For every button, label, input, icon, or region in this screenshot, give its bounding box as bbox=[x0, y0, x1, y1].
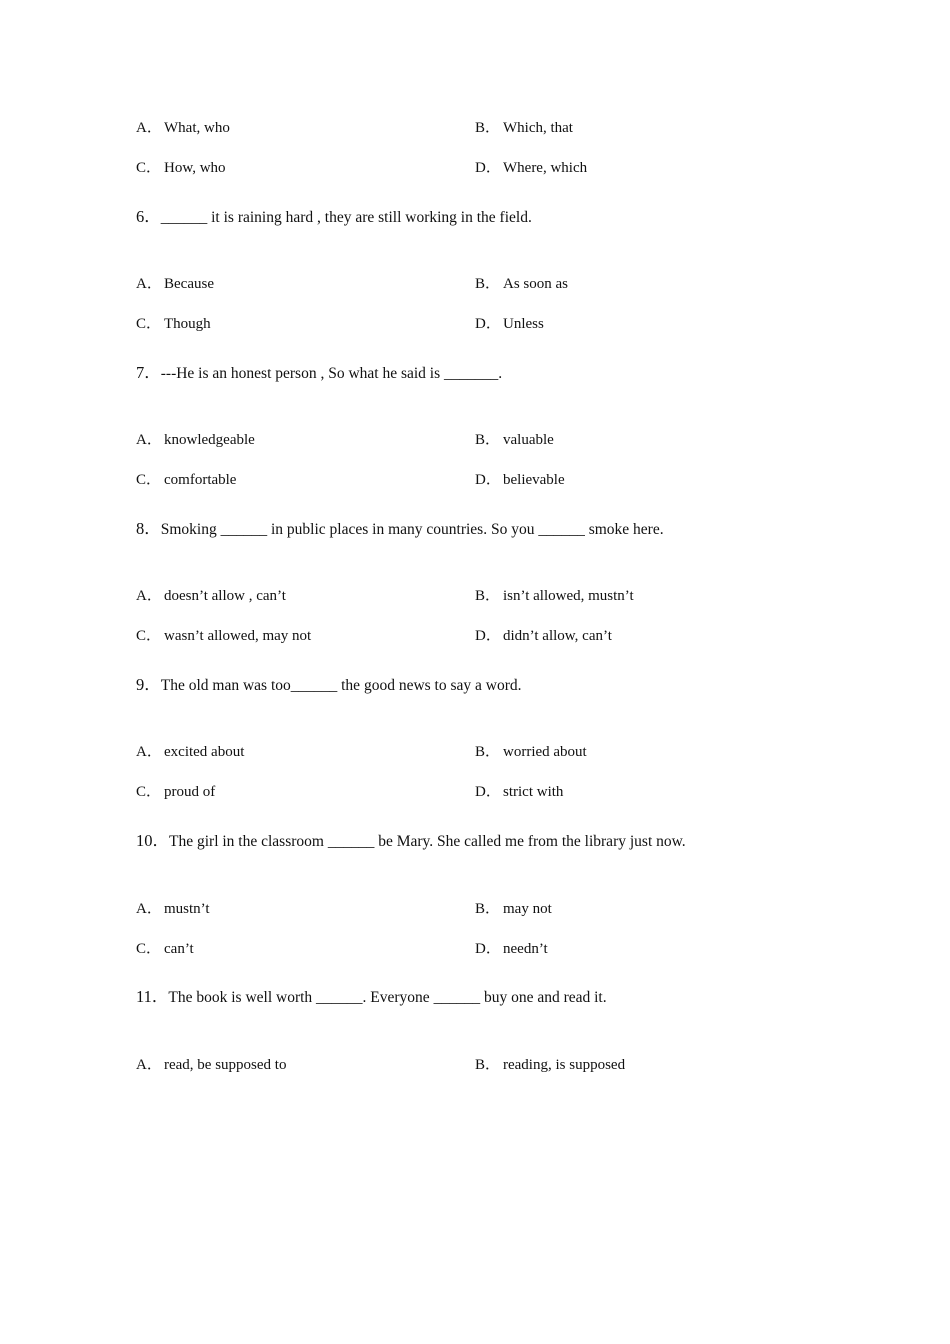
option-letter: B． bbox=[475, 901, 501, 917]
option-text: comfortable bbox=[164, 472, 237, 488]
q7-option-a bbox=[136, 430, 255, 450]
q11-option-a bbox=[136, 1055, 286, 1075]
option-text: Because bbox=[164, 276, 214, 292]
q9-option-b bbox=[475, 742, 587, 762]
option-letter: A． bbox=[136, 276, 162, 292]
question-text: The book is well worth ______. Everyone ______ buy one and read it. bbox=[168, 989, 607, 1006]
q6-option-d bbox=[475, 314, 544, 334]
option-letter: C． bbox=[136, 941, 162, 957]
option-text: believable bbox=[503, 472, 565, 488]
q10-option-c bbox=[136, 939, 194, 959]
option-letter: A． bbox=[136, 744, 162, 760]
option-letter: B． bbox=[475, 432, 501, 448]
q8-stem bbox=[136, 519, 664, 539]
option-text: What, who bbox=[164, 120, 230, 136]
option-text: reading, is supposed bbox=[503, 1057, 626, 1073]
q5-option-a bbox=[136, 118, 230, 138]
option-text: read, be supposed to bbox=[164, 1057, 287, 1073]
option-letter: D． bbox=[475, 316, 501, 332]
option-text: knowledgeable bbox=[164, 432, 255, 448]
q9-option-d bbox=[475, 782, 563, 802]
q7-option-d bbox=[475, 470, 565, 490]
q7-option-b bbox=[475, 430, 554, 450]
option-letter: D． bbox=[475, 628, 501, 644]
q10-stem bbox=[136, 831, 686, 851]
option-letter: C． bbox=[136, 472, 162, 488]
option-letter: B． bbox=[475, 588, 501, 604]
option-letter: B． bbox=[475, 744, 501, 760]
q5-option-d bbox=[475, 158, 587, 178]
option-letter: B． bbox=[475, 1057, 501, 1073]
option-text: wasn’t allowed, may not bbox=[164, 628, 312, 644]
option-text: Though bbox=[164, 316, 211, 332]
option-text: excited about bbox=[164, 744, 245, 760]
question-number: 8． bbox=[136, 519, 161, 538]
q8-option-a bbox=[136, 586, 286, 606]
option-letter: B． bbox=[475, 120, 501, 136]
option-letter: D． bbox=[475, 784, 501, 800]
question-number: 11． bbox=[136, 987, 169, 1006]
q9-option-c bbox=[136, 782, 215, 802]
option-text: didn’t allow, can’t bbox=[503, 628, 612, 644]
option-letter: B． bbox=[475, 276, 501, 292]
option-text: worried about bbox=[503, 744, 587, 760]
question-number: 10． bbox=[136, 831, 169, 850]
option-text: may not bbox=[503, 901, 552, 917]
question-text: ______ it is raining hard , they are still working in the field. bbox=[160, 209, 532, 226]
question-text: Smoking ______ in public places in many countries. So you ______ smoke here. bbox=[160, 521, 664, 538]
option-letter: C． bbox=[136, 628, 162, 644]
option-text: mustn’t bbox=[164, 901, 210, 917]
option-letter: D． bbox=[475, 941, 501, 957]
option-text: How, who bbox=[164, 160, 226, 176]
option-text: strict with bbox=[503, 784, 564, 800]
q10-option-b bbox=[475, 899, 552, 919]
q7-option-c bbox=[136, 470, 236, 490]
q8-option-c bbox=[136, 626, 311, 646]
option-letter: D． bbox=[475, 160, 501, 176]
q9-stem bbox=[136, 675, 522, 695]
q5-option-b bbox=[475, 118, 573, 138]
q8-option-d bbox=[475, 626, 612, 646]
option-text: As soon as bbox=[503, 276, 569, 292]
option-text: Which, that bbox=[503, 120, 573, 136]
q6-option-b bbox=[475, 274, 568, 294]
option-letter: C． bbox=[136, 316, 162, 332]
q11-option-b bbox=[475, 1055, 625, 1075]
option-text: Where, which bbox=[503, 160, 588, 176]
option-text: Unless bbox=[503, 316, 544, 332]
q10-option-a bbox=[136, 899, 210, 919]
option-letter: C． bbox=[136, 160, 162, 176]
q6-stem bbox=[136, 207, 532, 227]
option-text: doesn’t allow , can’t bbox=[164, 588, 286, 604]
option-letter: A． bbox=[136, 1057, 162, 1073]
q6-option-a bbox=[136, 274, 214, 294]
q5-option-c bbox=[136, 158, 226, 178]
question-number: 7． bbox=[136, 363, 161, 382]
q11-stem bbox=[136, 987, 607, 1007]
question-text: The girl in the classroom ______ be Mary. She called me from the library just now. bbox=[169, 833, 686, 850]
option-letter: A． bbox=[136, 432, 162, 448]
option-text: valuable bbox=[503, 432, 554, 448]
option-text: needn’t bbox=[503, 941, 548, 957]
question-text: The old man was too______ the good news to say a word. bbox=[160, 677, 522, 694]
option-letter: D． bbox=[475, 472, 501, 488]
q7-stem bbox=[136, 363, 502, 383]
q6-option-c bbox=[136, 314, 211, 334]
option-text: isn’t allowed, mustn’t bbox=[503, 588, 634, 604]
option-letter: A． bbox=[136, 120, 162, 136]
option-text: can’t bbox=[164, 941, 194, 957]
q10-option-d bbox=[475, 939, 548, 959]
question-number: 6． bbox=[136, 207, 161, 226]
option-letter: C． bbox=[136, 784, 162, 800]
option-letter: A． bbox=[136, 901, 162, 917]
option-text: proud of bbox=[164, 784, 216, 800]
question-number: 9． bbox=[136, 675, 161, 694]
q9-option-a bbox=[136, 742, 244, 762]
option-letter: A． bbox=[136, 588, 162, 604]
question-text: ---He is an honest person , So what he said is _______. bbox=[160, 365, 503, 382]
q8-option-b bbox=[475, 586, 634, 606]
